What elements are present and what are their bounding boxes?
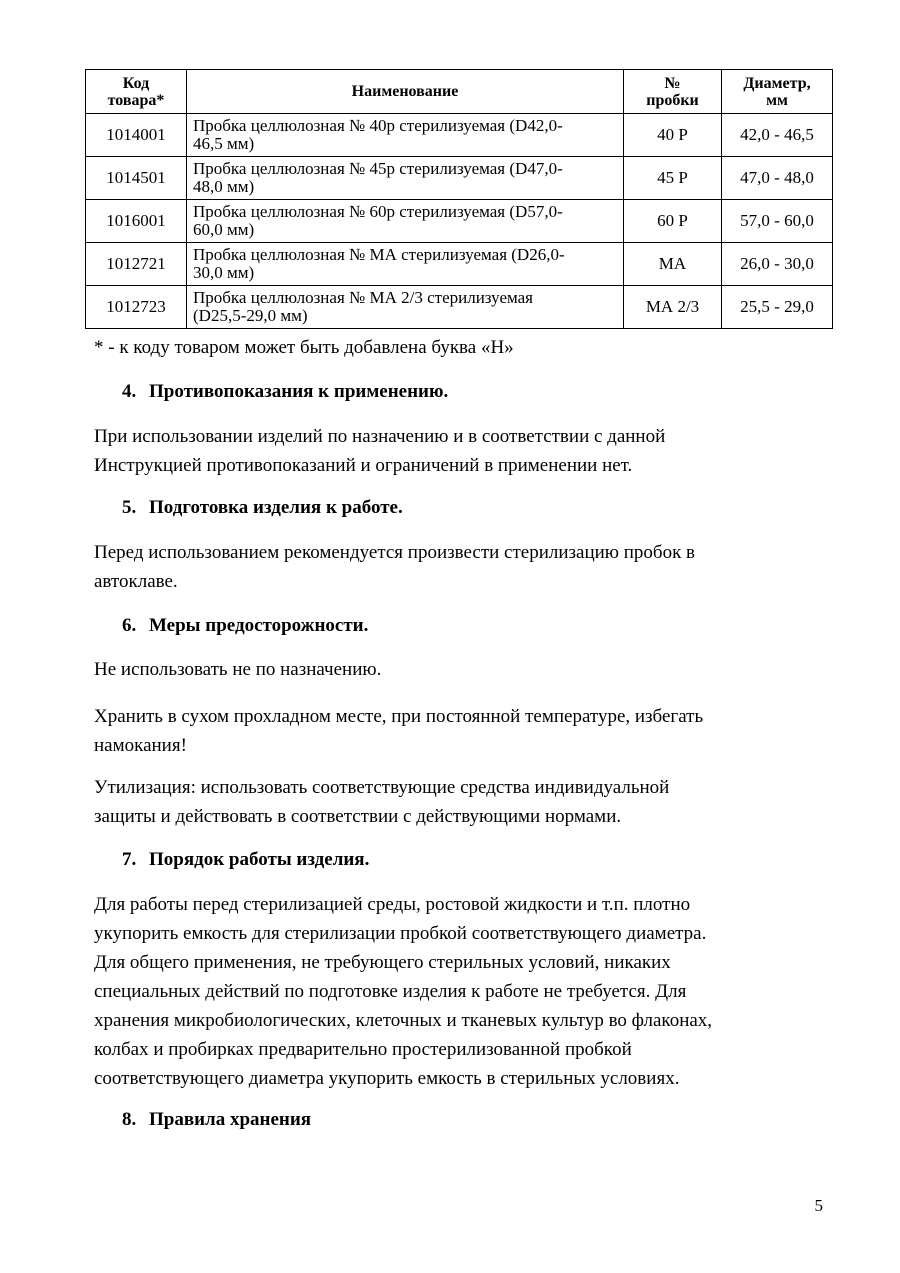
- section-6-paragraph-1: Не использовать не по назначению.: [94, 659, 382, 680]
- header-name: Наименование: [187, 70, 624, 114]
- section-7-heading: 7. Порядок работы изделия.: [122, 849, 370, 870]
- cell-code: 1012721: [86, 243, 187, 286]
- cell-number: 40 Р: [624, 114, 722, 157]
- cell-code: 1014001: [86, 114, 187, 157]
- cell-number: 45 Р: [624, 157, 722, 200]
- table-row: [86, 157, 833, 200]
- section-5-paragraph: Перед использованием рекомендуется произвести стерилизацию пробок в автоклаве.: [94, 542, 696, 592]
- section-6-heading: 6. Меры предосторожности.: [122, 615, 369, 636]
- cell-name: Пробка целлюлозная № 45р стерилизуемая (D47,0- 48,0 мм): [187, 157, 624, 200]
- products-table: [85, 69, 833, 329]
- section-8-heading: 8. Правила хранения: [122, 1109, 312, 1130]
- cell-number: МА: [624, 243, 722, 286]
- cell-number: 60 Р: [624, 200, 722, 243]
- section-4-paragraph: При использовании изделий по назначению и в соответствии с данной Инструкцией противопоказаний и ограничений в применении нет.: [94, 426, 666, 476]
- cell-diameter: 26,0 - 30,0: [722, 243, 833, 286]
- cell-code: 1012723: [86, 286, 187, 329]
- cell-code: 1014501: [86, 157, 187, 200]
- cell-diameter: 25,5 - 29,0: [722, 286, 833, 329]
- cell-number: МА 2/3: [624, 286, 722, 329]
- section-5-heading: 5. Подготовка изделия к работе.: [122, 497, 403, 518]
- cell-name: Пробка целлюлозная № МА 2/3 стерилизуемая (D25,5-29,0 мм): [187, 286, 624, 329]
- table-row: [86, 286, 833, 329]
- page-number: 5: [814, 1196, 823, 1215]
- section-4-heading: 4. Противопоказания к применению.: [122, 381, 449, 402]
- section-6-paragraph-3: Утилизация: использовать соответствующие средства индивидуальной защиты и действовать в соответствии с действующими нормами.: [94, 777, 670, 827]
- section-7-paragraph: Для работы перед стерилизацией среды, ростовой жидкости и т.п. плотно укупорить емкость для стерилизации пробкой соответствующего диаметра. Для общего применения, не требующего стерильных условий, никаких специальных действий по подготовке изделия к работе не требуется. Для хранения микробиологических, клеточных и тканевых культур во флаконах, колбах и пробирках предварительно простерилизованной пробкой соответствующего диаметра укупорить емкость в стерильных условиях.: [94, 894, 713, 1089]
- table-row: [86, 243, 833, 286]
- cell-code: 1016001: [86, 200, 187, 243]
- table-row: [86, 114, 833, 157]
- header-code: Код товара*: [86, 70, 187, 114]
- cell-name: Пробка целлюлозная № 60р стерилизуемая (D57,0- 60,0 мм): [187, 200, 624, 243]
- table-row: [86, 200, 833, 243]
- table-footnote: * - к коду товаром может быть добавлена буква «Н»: [94, 337, 514, 358]
- section-6-paragraph-2: Хранить в сухом прохладном месте, при постоянной температуре, избегать намокания!: [94, 706, 704, 756]
- cell-diameter: 42,0 - 46,5: [722, 114, 833, 157]
- cell-diameter: 47,0 - 48,0: [722, 157, 833, 200]
- header-number: № пробки: [624, 70, 722, 114]
- cell-name: Пробка целлюлозная № МА стерилизуемая (D26,0- 30,0 мм): [187, 243, 624, 286]
- table-header-row: [86, 70, 833, 114]
- cell-name: Пробка целлюлозная № 40р стерилизуемая (D42,0- 46,5 мм): [187, 114, 624, 157]
- cell-diameter: 57,0 - 60,0: [722, 200, 833, 243]
- header-diameter: Диаметр, мм: [722, 70, 833, 114]
